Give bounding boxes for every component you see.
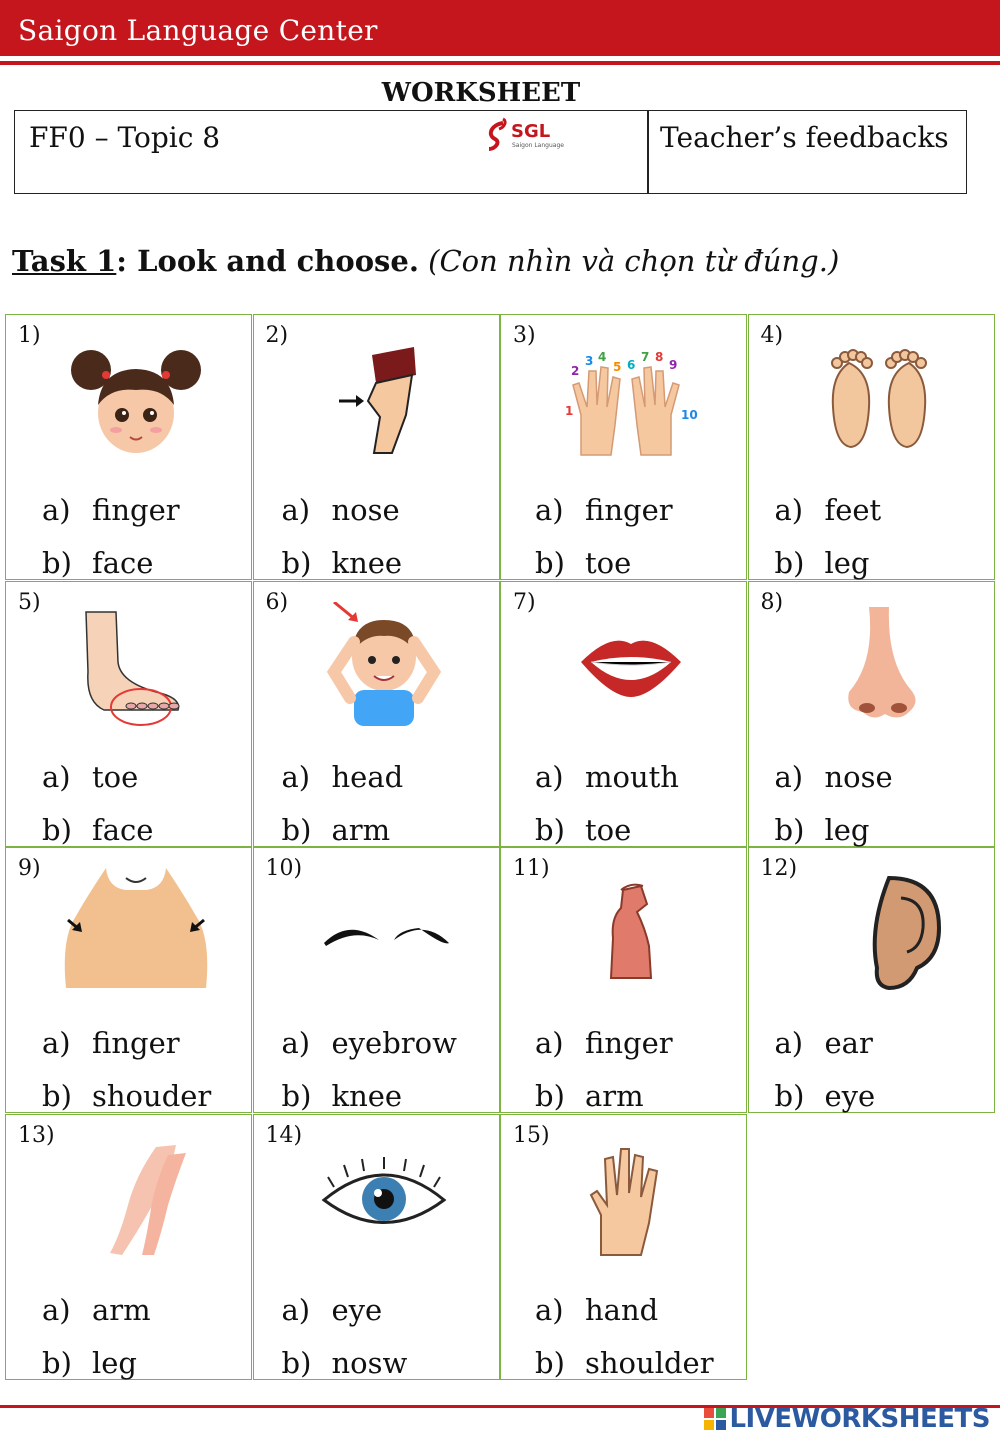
option-word: finger — [585, 493, 673, 527]
header-divider — [0, 61, 1000, 65]
option-word: eye — [331, 1292, 383, 1327]
exercise-item-9 — [5, 847, 252, 1113]
eyebrows-picture — [294, 868, 474, 998]
option-word: toe — [92, 759, 139, 794]
liveworksheets-brand — [704, 1404, 990, 1434]
nose-picture — [789, 602, 969, 732]
sgl-logo — [485, 117, 585, 155]
option-word: leg — [824, 812, 870, 847]
option-word: toe — [585, 546, 632, 580]
option-letter: a) — [42, 1026, 71, 1060]
shoulders-picture — [46, 868, 226, 998]
task-number: Task 1 — [12, 244, 117, 278]
option-a[interactable] — [282, 1026, 457, 1060]
option-b[interactable] — [282, 546, 403, 580]
hand-picture — [541, 1135, 721, 1265]
exercise-item-3 — [500, 314, 747, 580]
option-letter: a) — [281, 759, 311, 794]
option-letter: a) — [774, 1026, 804, 1060]
option-word: finger — [585, 1026, 673, 1060]
logo-text: SGL — [511, 121, 551, 142]
option-a[interactable] — [535, 493, 673, 527]
exercise-item-13 — [5, 1114, 252, 1380]
exercise-item-12 — [748, 847, 995, 1113]
item-number: 4) — [760, 323, 784, 348]
option-letter: b) — [281, 1079, 312, 1113]
exercise-item-1 — [5, 314, 252, 580]
option-a[interactable] — [282, 1293, 383, 1327]
svg-text:5: 5 — [613, 360, 622, 374]
option-letter: b) — [774, 1079, 805, 1113]
option-word: head — [331, 759, 404, 794]
option-word: arm — [585, 1079, 644, 1113]
svg-text:7: 7 — [641, 350, 650, 364]
task-translation: (Con nhìn và chọn từ đúng.) — [428, 244, 840, 278]
option-letter: b) — [535, 1079, 565, 1113]
info-divider — [647, 111, 649, 193]
exercise-item-6 — [253, 581, 500, 847]
option-letter: a) — [42, 1292, 71, 1327]
option-a[interactable] — [535, 1026, 673, 1060]
feet-picture — [789, 335, 969, 465]
option-letter: b) — [535, 546, 565, 580]
option-b[interactable] — [535, 546, 631, 580]
exercise-item-14 — [253, 1114, 500, 1380]
fingers-counting-picture — [541, 335, 721, 465]
item-number: 1) — [18, 323, 41, 348]
option-b[interactable] — [282, 1079, 403, 1113]
option-b[interactable] — [535, 1346, 714, 1380]
option-a[interactable] — [775, 760, 893, 794]
option-b[interactable] — [775, 813, 870, 847]
option-a[interactable] — [282, 760, 404, 794]
item-number: 5) — [18, 589, 41, 615]
option-letter: b) — [42, 812, 72, 847]
item-number: 10) — [265, 856, 303, 881]
option-letter: b) — [281, 812, 312, 847]
option-a[interactable] — [42, 493, 180, 527]
girl-face-picture — [46, 335, 226, 465]
option-word: face — [92, 812, 154, 847]
option-letter: a) — [535, 1292, 564, 1327]
option-word: hand — [585, 1292, 659, 1327]
option-letter: b) — [535, 812, 565, 847]
eye-picture — [294, 1135, 474, 1265]
info-box — [14, 110, 967, 194]
option-letter: a) — [281, 493, 311, 527]
option-word: eyebrow — [331, 1026, 457, 1060]
exercise-item-7 — [500, 581, 747, 847]
exercise-item-4 — [748, 314, 995, 580]
item-number: 11) — [513, 856, 550, 881]
option-letter: b) — [42, 1079, 72, 1113]
item-number: 7) — [513, 589, 536, 615]
exercise-item-5 — [5, 581, 252, 847]
option-a[interactable] — [42, 1026, 180, 1060]
option-letter: b) — [281, 1345, 312, 1380]
svg-text:4: 4 — [598, 350, 607, 364]
option-letter: b) — [774, 812, 805, 847]
item-number: 14) — [265, 1122, 303, 1148]
option-word: leg — [92, 1345, 138, 1380]
task-heading — [12, 244, 839, 278]
option-letter: a) — [774, 493, 804, 527]
item-number: 8) — [760, 589, 784, 615]
liveworksheets-text: LIVEWORKSHEETS — [729, 1404, 990, 1434]
option-letter: b) — [774, 546, 805, 580]
svg-text:8: 8 — [655, 350, 664, 364]
center-name: Saigon Language Center — [18, 14, 378, 47]
item-number: 12) — [760, 856, 798, 881]
option-word: mouth — [585, 759, 679, 794]
item-number: 6) — [265, 589, 289, 615]
option-word: knee — [331, 546, 403, 580]
mouth-picture — [541, 602, 721, 732]
option-letter: b) — [281, 546, 312, 580]
option-b[interactable] — [535, 1079, 644, 1113]
foot-toes-picture — [46, 602, 226, 732]
option-a[interactable] — [535, 760, 679, 794]
option-b[interactable] — [775, 546, 870, 580]
option-letter: a) — [774, 759, 804, 794]
option-a[interactable] — [775, 493, 882, 527]
option-letter: a) — [281, 1292, 311, 1327]
teacher-feedback-label: Teacher’s feedbacks — [660, 121, 949, 154]
topic-label: FF0 – Topic 8 — [29, 121, 221, 154]
option-a[interactable] — [42, 760, 138, 794]
option-word: eye — [824, 1079, 876, 1113]
option-word: feet — [824, 493, 882, 527]
svg-text:3: 3 — [585, 354, 594, 368]
header-bar — [0, 0, 1000, 56]
knee-picture — [294, 335, 474, 465]
option-word: leg — [824, 546, 870, 580]
option-letter: a) — [535, 759, 564, 794]
option-word: arm — [331, 812, 391, 847]
option-letter: a) — [535, 1026, 564, 1060]
option-letter: a) — [42, 493, 71, 527]
arm-muscle-picture — [541, 868, 721, 998]
option-a[interactable] — [42, 1293, 151, 1327]
option-b[interactable] — [42, 813, 153, 847]
option-b[interactable] — [282, 813, 391, 847]
option-b[interactable] — [775, 1079, 876, 1113]
logo-subtext: Saigon Language — [512, 142, 564, 149]
option-a[interactable] — [775, 1026, 873, 1060]
option-word: nosw — [331, 1345, 408, 1380]
exercise-item-10 — [253, 847, 500, 1113]
svg-text:10: 10 — [681, 408, 698, 422]
option-b[interactable] — [42, 546, 153, 580]
exercise-item-15 — [500, 1114, 747, 1380]
legs-picture — [46, 1135, 226, 1265]
option-letter: a) — [535, 493, 564, 527]
option-word: finger — [92, 1026, 180, 1060]
option-b[interactable] — [535, 813, 631, 847]
option-word: arm — [92, 1292, 151, 1327]
option-letter: b) — [535, 1345, 565, 1380]
option-b[interactable] — [42, 1079, 211, 1113]
option-letter: b) — [42, 546, 72, 580]
option-word: face — [92, 546, 154, 580]
option-a[interactable] — [535, 1293, 658, 1327]
option-b[interactable] — [282, 1346, 408, 1380]
exercise-item-11 — [500, 847, 747, 1113]
option-word: shouder — [92, 1079, 212, 1113]
exercise-item-2 — [253, 314, 500, 580]
item-number: 13) — [18, 1122, 55, 1148]
option-word: shoulder — [585, 1345, 714, 1380]
item-number: 9) — [18, 856, 41, 881]
option-word: nose — [824, 759, 893, 794]
option-letter: b) — [42, 1345, 72, 1380]
option-word: ear — [824, 1026, 873, 1060]
svg-text:2: 2 — [571, 364, 580, 378]
svg-text:9: 9 — [669, 358, 678, 372]
item-number: 3) — [513, 323, 536, 348]
exercise-item-8 — [748, 581, 995, 847]
svg-text:1: 1 — [565, 404, 574, 418]
svg-text:6: 6 — [627, 358, 636, 372]
option-letter: a) — [281, 1026, 311, 1060]
task-title: : Look and choose. — [116, 244, 419, 278]
ear-picture — [789, 868, 969, 998]
option-word: toe — [585, 812, 632, 847]
option-word: knee — [331, 1079, 403, 1113]
item-number: 15) — [513, 1122, 550, 1148]
option-b[interactable] — [42, 1346, 137, 1380]
option-letter: a) — [42, 759, 71, 794]
option-word: finger — [92, 493, 180, 527]
liveworksheets-logo-icon — [704, 1407, 726, 1429]
worksheet-title: WORKSHEET — [381, 78, 581, 108]
item-number: 2) — [265, 323, 289, 348]
option-a[interactable] — [282, 493, 400, 527]
boy-head-picture — [294, 602, 474, 732]
option-word: nose — [331, 493, 400, 527]
